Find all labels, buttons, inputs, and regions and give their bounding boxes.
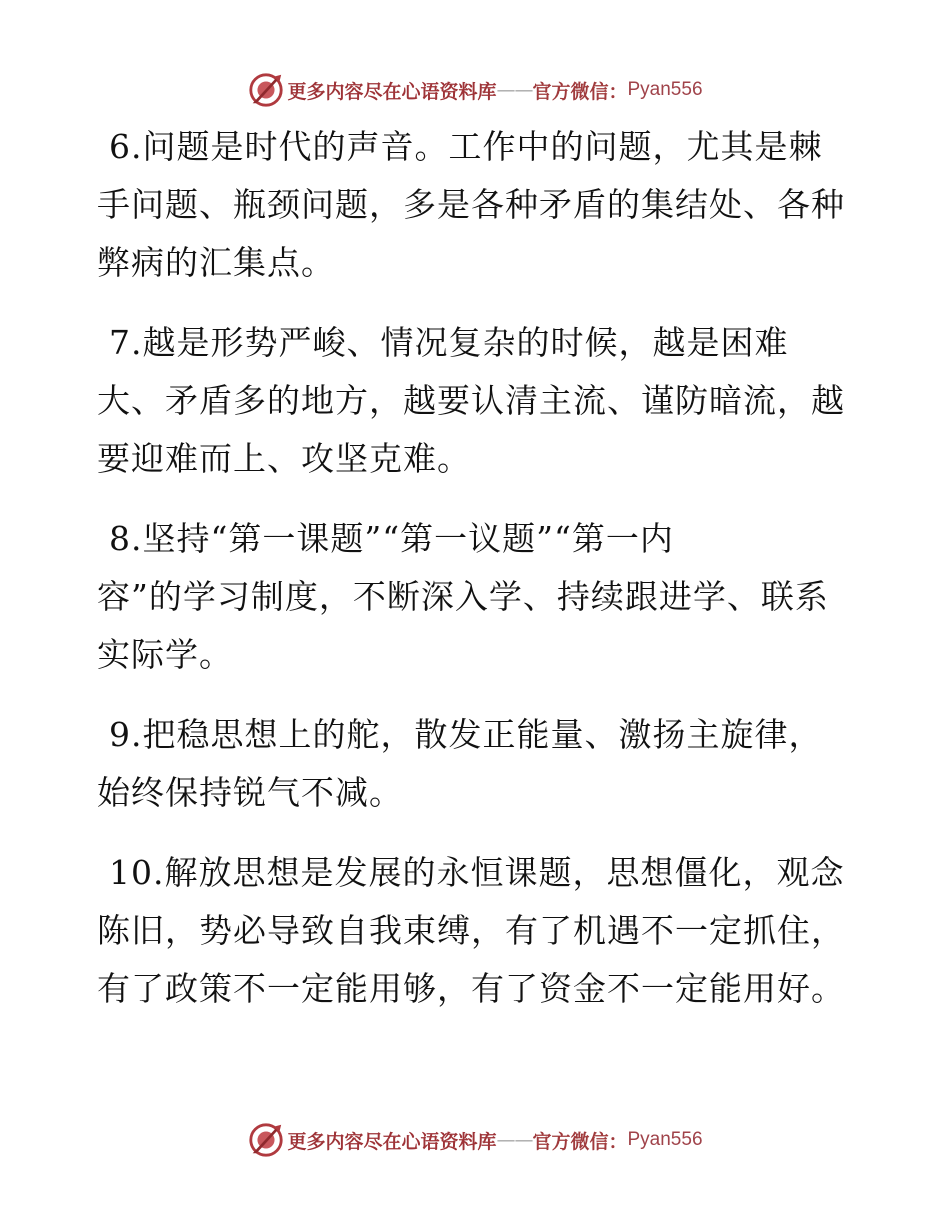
document-body <box>97 118 857 1040</box>
footer-account: Pyan556 <box>627 1129 703 1150</box>
paragraph-line: 9.把稳思想上的舵，散发正能量、激扬主旋律， <box>109 715 823 754</box>
header-banner <box>0 70 950 110</box>
paragraph-line: 大、矛盾多的地方，越要认清主流、谨防暗流，越 <box>97 381 845 420</box>
paragraph-line: 10.解放思想是发展的永恒课题，思想僵化，观念 <box>109 853 845 892</box>
paragraph-8 <box>97 510 857 684</box>
header-dash: —— <box>496 79 533 101</box>
quill-logo-icon <box>247 71 285 109</box>
paragraph-line: 8.坚持“第一课题”“第一议题”“第一内 <box>109 519 674 558</box>
paragraph-line: 容”的学习制度，不断深入学、持续跟进学、联系 <box>97 577 829 616</box>
footer-wechat-label: 官方微信： <box>532 1130 628 1153</box>
header-account: Pyan556 <box>627 79 703 100</box>
paragraph-line: 7.越是形势严峻、情况复杂的时候，越是困难 <box>109 323 789 362</box>
quill-logo-icon <box>247 1121 285 1159</box>
paragraph-line: 6.问题是时代的声音。工作中的问题，尤其是棘 <box>109 127 823 166</box>
paragraph-7 <box>97 314 857 488</box>
footer-banner <box>0 1120 950 1160</box>
header-brand-text: 更多内容尽在心语资料库 <box>287 80 497 103</box>
paragraph-line: 要迎难而上、攻坚克难。 <box>97 439 471 478</box>
paragraph-line: 手问题、瓶颈问题，多是各种矛盾的集结处、各种 <box>97 185 845 224</box>
header-wechat-label: 官方微信： <box>532 80 628 103</box>
footer-dash: —— <box>496 1129 533 1151</box>
paragraph-10 <box>97 844 857 1018</box>
paragraph-line: 陈旧，势必导致自我束缚，有了机遇不一定抓住， <box>97 911 845 950</box>
paragraph-line: 实际学。 <box>97 635 233 674</box>
footer-brand-text: 更多内容尽在心语资料库 <box>287 1130 497 1153</box>
paragraph-line: 始终保持锐气不减。 <box>97 773 403 812</box>
paragraph-line: 有了政策不一定能用够，有了资金不一定能用好。 <box>97 969 845 1008</box>
paragraph-line: 弊病的汇集点。 <box>97 243 335 282</box>
paragraph-6 <box>97 118 857 292</box>
paragraph-9 <box>97 706 857 822</box>
